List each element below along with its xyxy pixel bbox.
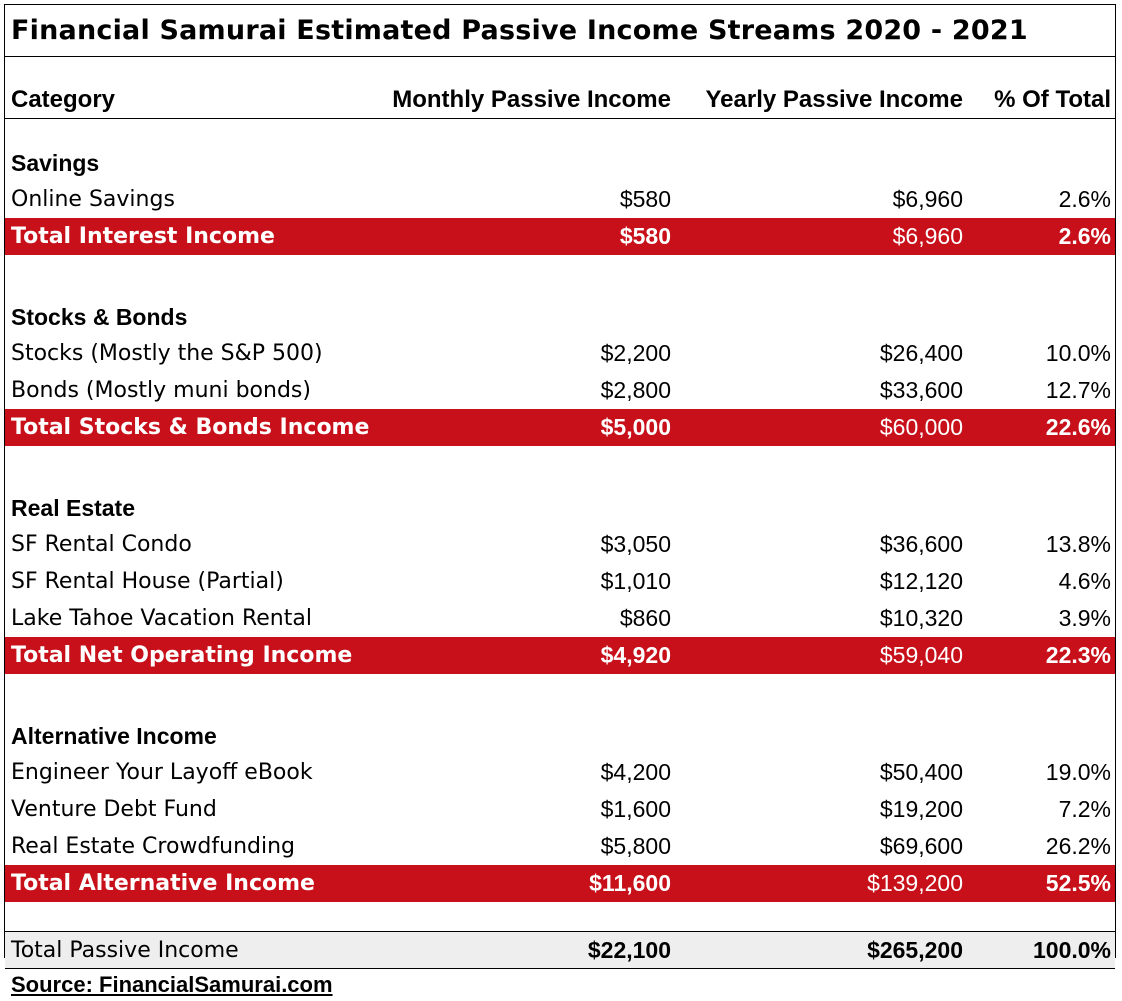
subtotal-monthly: $4,920 [600, 642, 671, 668]
row-monthly: $2,800 [600, 377, 671, 403]
table-row [5, 791, 1115, 828]
row-yearly: $6,960 [892, 186, 963, 212]
row-pct: 7.2% [1058, 796, 1111, 822]
header-monthly: Monthly Passive Income [392, 85, 671, 113]
row-monthly: $1,600 [600, 796, 671, 822]
row-pct: 12.7% [1045, 377, 1111, 403]
section-heading [5, 299, 1115, 335]
row-yearly: $69,600 [879, 833, 963, 859]
row-pct: 10.0% [1045, 340, 1111, 366]
row-monthly: $5,800 [600, 833, 671, 859]
grand-total-pct: 100.0% [1032, 936, 1111, 963]
row-pct: 19.0% [1045, 759, 1111, 785]
subtotal-monthly: $580 [619, 223, 671, 249]
subtotal-pct: 2.6% [1058, 223, 1111, 249]
table-row [5, 372, 1115, 409]
row-pct: 13.8% [1045, 531, 1111, 557]
header-yearly: Yearly Passive Income [705, 85, 963, 113]
subtotal-pct: 52.5% [1045, 870, 1111, 896]
subtotal-row [5, 637, 1115, 674]
row-monthly: $4,200 [600, 759, 671, 785]
title-row [5, 5, 1115, 57]
row-pct: 2.6% [1058, 186, 1111, 212]
table-row [5, 600, 1115, 637]
grand-total-yearly: $265,200 [867, 936, 963, 963]
row-yearly: $12,120 [879, 568, 963, 594]
row-category: Venture Debt Fund [11, 797, 217, 822]
subtotal-yearly: $59,040 [879, 642, 963, 668]
subtotal-category: Total Interest Income [11, 224, 275, 249]
row-monthly: $2,200 [600, 340, 671, 366]
row-category: Engineer Your Layoff eBook [11, 760, 313, 785]
row-yearly: $19,200 [879, 796, 963, 822]
subtotal-category: Total Net Operating Income [11, 643, 353, 668]
section-heading [5, 490, 1115, 526]
table-row [5, 526, 1115, 563]
subtotal-yearly: $139,200 [867, 870, 963, 896]
source-row [5, 969, 1115, 1001]
subtotal-monthly: $11,600 [589, 870, 671, 896]
header-row [5, 81, 1115, 119]
table-row [5, 181, 1115, 218]
row-yearly: $33,600 [879, 377, 963, 403]
row-monthly: $860 [619, 605, 671, 631]
row-yearly: $50,400 [879, 759, 963, 785]
grand-total-monthly: $22,100 [587, 936, 671, 963]
row-pct: 4.6% [1058, 568, 1111, 594]
subtotal-row [5, 409, 1115, 446]
grand-total-category: Total Passive Income [11, 937, 239, 963]
income-table [4, 4, 1116, 997]
row-pct: 26.2% [1045, 833, 1111, 859]
table-title: Financial Samurai Estimated Passive Income Streams 2020 - 2021 [11, 15, 1028, 46]
table-row [5, 335, 1115, 372]
row-yearly: $26,400 [879, 340, 963, 366]
subtotal-monthly: $5,000 [600, 414, 671, 440]
subtotal-row [5, 865, 1115, 902]
subtotal-yearly: $60,000 [879, 414, 963, 440]
row-category: Online Savings [11, 187, 175, 212]
header-category: Category [11, 85, 116, 113]
row-monthly: $3,050 [600, 531, 671, 557]
row-category: Stocks (Mostly the S&P 500) [11, 341, 323, 366]
subtotal-row [5, 218, 1115, 255]
subtotal-category: Total Alternative Income [11, 871, 315, 896]
section-title: Savings [11, 149, 100, 176]
table-row [5, 828, 1115, 865]
section-title: Alternative Income [11, 722, 217, 749]
row-monthly: $580 [619, 186, 671, 212]
row-yearly: $10,320 [879, 605, 963, 631]
row-category: Bonds (Mostly muni bonds) [11, 378, 311, 403]
subtotal-category: Total Stocks & Bonds Income [11, 415, 370, 440]
row-monthly: $1,010 [600, 568, 671, 594]
row-yearly: $36,600 [879, 531, 963, 557]
table-row [5, 563, 1115, 600]
section-heading [5, 718, 1115, 754]
row-category: SF Rental Condo [11, 532, 192, 557]
row-category: Real Estate Crowdfunding [11, 834, 296, 859]
row-category: SF Rental House (Partial) [11, 569, 284, 594]
subtotal-pct: 22.6% [1045, 414, 1111, 440]
subtotal-yearly: $6,960 [892, 223, 963, 249]
section-title: Stocks & Bonds [11, 303, 188, 330]
row-pct: 3.9% [1058, 605, 1111, 631]
grand-total-row [5, 931, 1115, 969]
table-row [5, 754, 1115, 791]
section-title: Real Estate [11, 494, 136, 521]
row-category: Lake Tahoe Vacation Rental [11, 606, 312, 631]
section-heading [5, 145, 1115, 181]
header-pct: % Of Total [994, 85, 1111, 113]
source-note: Source: FinancialSamurai.com [11, 972, 333, 997]
subtotal-pct: 22.3% [1045, 642, 1111, 668]
